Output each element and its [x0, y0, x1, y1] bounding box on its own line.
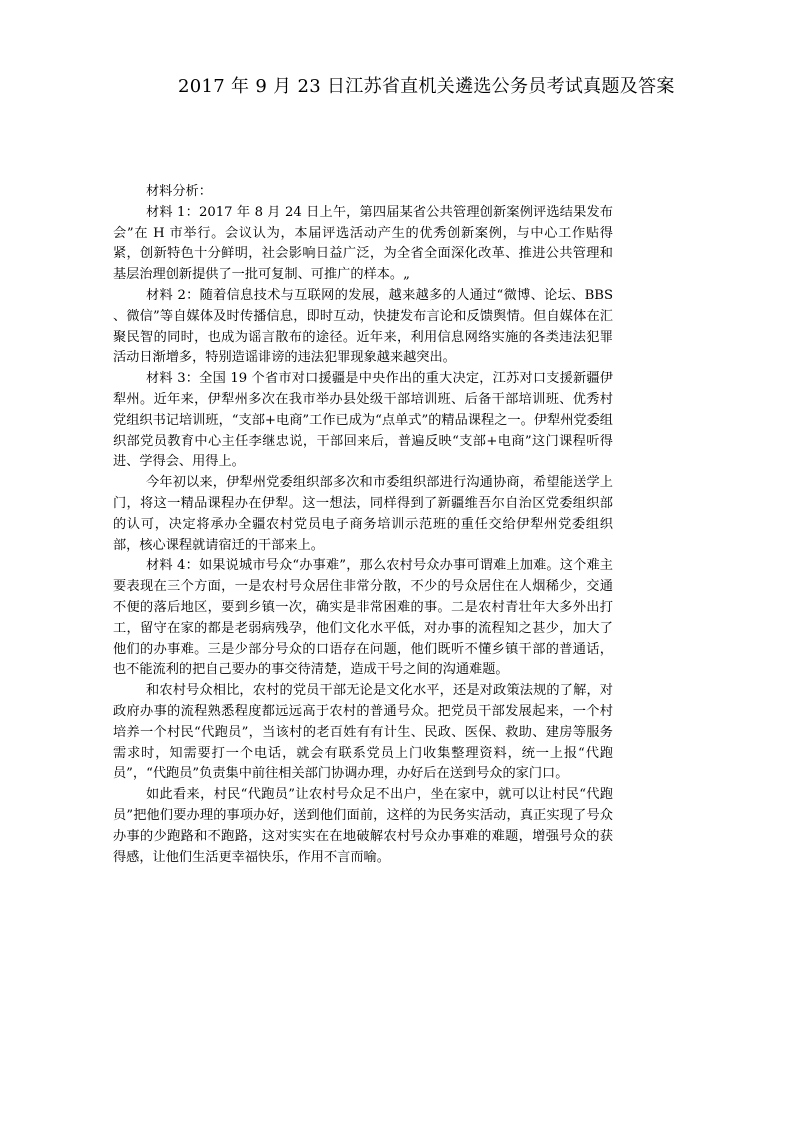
paragraph-material-4-continued: 和农村号众相比，农村的党员干部无论是文化水平，还是对政策法规的了解，对政府办事的流程熟悉程度都远远高于农村的普通号众。把党员干部发展起来，一个村培养一个村民“代跑员”，当该村的老百姓有有计生、民政、医保、救助、建房等服务需求时，知需要打一个电话，就会有联系党员上门收集整理资料，统一上报“代跑员”，“代跑员”负责集中前往相关部门协调办理，办好后在送到号众的家门口。: [113, 683, 613, 782]
section-heading: 材料分析：: [146, 184, 212, 199]
paragraph-material-4: 材料 4：如果说城市号众“办事难”，那么农村号众办事可谓难上加难。这个难主要表现在三个方面，一是农村号众居住非常分散，不少的号众居住在人烟稀少，交通不便的落后地区，要到乡镇一次，确实是非常困难的事。二是农村青壮年大多外出打工，留守在家的都是老弱病残孕，他们文化水平低，对办事的流程知之甚少，加大了他们的办事难。三是少部分号众的口语存在问题，他们既听不懂乡镇干部的普通话，也不能流利的把自己要办的事交待清楚，造成干号之间的沟通难题。: [113, 558, 613, 678]
paragraph-material-3-continued: 今年初以来，伊犁州党委组织部多次和市委组织部进行沟通协商，希望能送学上门，将这一精品课程办在伊犁。这一想法，同样得到了新疆维吾尔自治区党委组织部的认可，决定将承办全疆农村党员电子商务培训示范班的重任交给伊犁州党委组织部，核心课程就请宿迁的干部来上。: [113, 475, 613, 553]
page-title: 2017 年 9 月 23 日江苏省直机关遴选公务员考试真题及答案: [178, 76, 675, 97]
paragraph-material-4-conclusion: 如此看来，村民“代跑员”让农村号众足不出户，坐在家中，就可以让村民“代跑员”把他们要办理的事项办好，送到他们面前，这样的为民务实活动，真正实现了号众办事的少跑路和不跑路，这对实实在在地破解农村号众办事难的难题，增强号众的获得感，让他们生活更幸福快乐，作用不言而喻。: [113, 787, 613, 865]
document-body: [113, 182, 613, 868]
paragraph-material-2: 材料 2：随着信息技术与互联网的发展，越来越多的人通过“微博、论坛、BBS 、微信”等自媒体及时传播信息，即时互动，快捷发布言论和反馈舆情。但自媒体在汇聚民智的同时，也成为谣言散布的途径。近年来，利用信息网络实施的各类违法犯罪活动日渐增多，特别造谣诽谤的违法犯罪现象越来越突出。: [113, 287, 613, 366]
paragraph-material-1: 材料 1：2017 年 8 月 24 日上午，第四届某省公共管理创新案例评选结果发布会”在 H 市举行。会议认为，本届评选活动产生的优秀创新案例，与中心工作贴得紧，创新特色十分鲜明，社会影响日益广泛，为全省全面深化改革、推进公共管理和基层治理创新提供了一批可复制、可推广的样本。„: [113, 204, 613, 283]
paragraph-material-3: 材料 3：全国 19 个省市对口援疆是中央作出的重大决定，江苏对口支援新疆伊犁州。近年来，伊犁州多次在我市举办县处级干部培训班、后备干部培训班、优秀村党组织书记培训班，“支部+电商”工作已成为“点单式”的精品课程之一。伊犁州党委组织部党员教育中心主任李继忠说，干部回来后，普遍反映“支部+电商”这门课程听得进、学得会、用得上。: [113, 371, 613, 470]
